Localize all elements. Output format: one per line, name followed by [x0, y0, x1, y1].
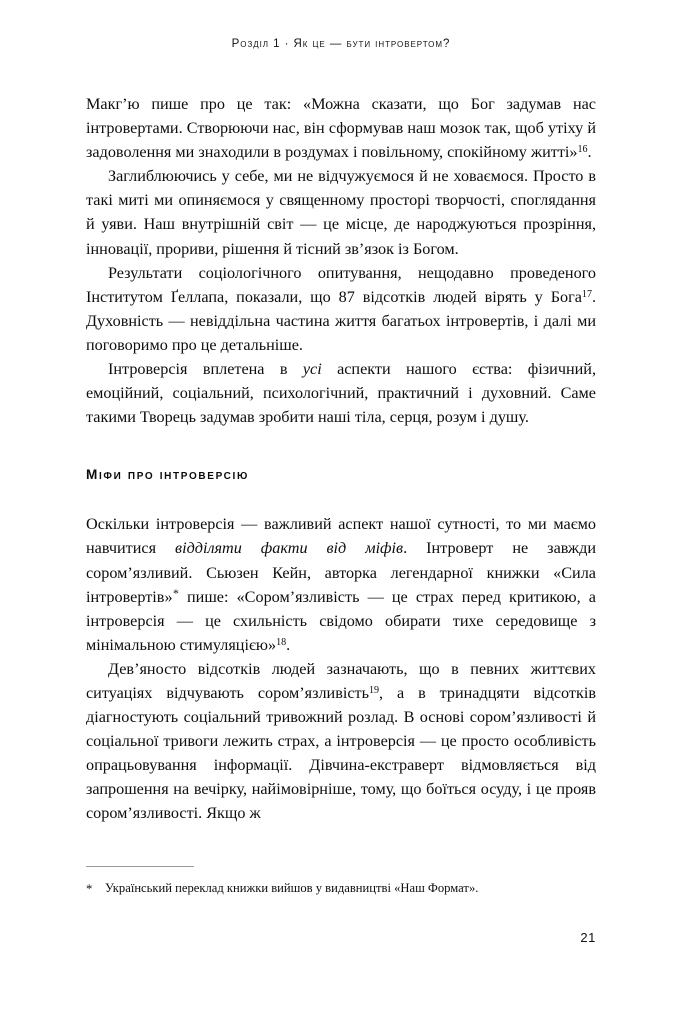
footnote-marker: * — [86, 882, 93, 896]
text-run: . Духовність — невіддільна частина життя багатьох інтровертів, і далі ми поговоримо про це детальніше. — [86, 287, 596, 354]
paragraph — [86, 512, 596, 657]
footnote-reference: 17 — [581, 288, 592, 300]
text-run: Макг’ю пише про це так: «Можна сказати, що Бог задумав нас інтровертами. Створюючи нас, він сформував наш мозок так, щоб утіху й задоволення ми знаходили в роздумах і повільному, спокійному житті» — [86, 95, 596, 162]
text-run: Оскільки інтроверсія — важливий аспект нашої сутності, то ми маємо навчитися — [86, 515, 596, 558]
emphasis-text: відділяти факти від міфів — [175, 539, 404, 558]
footnote-reference: 19 — [369, 684, 380, 696]
footnote-area — [86, 866, 596, 897]
text-run: Інтроверсія вплетена в — [108, 360, 303, 379]
text-run: аспекти нашого єства: фізичний, емоційний, соціальний, психологічний, практичний і духовний. Саме такими Творець задумав зробити наші тіла, серця, розум і душу. — [86, 360, 596, 427]
text-run: . Інтроверт не завжди сором’язливий. Сьюзен Кейн, авторка легендарної книжки «Сила інтровертів» — [86, 539, 597, 606]
text-run: . — [587, 143, 592, 162]
section-heading: Міфи про інтроверсію — [86, 467, 249, 483]
footnote-separator-rule — [86, 866, 194, 867]
page-number: 21 — [580, 930, 596, 945]
footnote-reference: 18 — [276, 636, 287, 648]
heading-spacer-above — [86, 429, 596, 467]
paragraph — [86, 357, 596, 429]
running-header: Розділ 1 · Як це — бути інтровертом? — [231, 38, 451, 50]
paragraph — [86, 92, 596, 164]
text-column — [86, 92, 596, 826]
heading-spacer-below — [86, 482, 596, 512]
text-run: Дев’яносто відсотків людей зазначають, що в певних життєвих ситуаціях відчувають сором’язливість — [86, 659, 596, 702]
text-run: Результати соціологічного опитування, нещодавно проведеного Інститутом Ґеллапа, показали, що 87 відсотків людей вірять у Бога — [86, 263, 596, 306]
footnote-row — [86, 880, 596, 897]
text-run: . — [286, 635, 291, 654]
footnote-text: Український переклад книжки вийшов у видавництві «Наш Формат». — [105, 881, 479, 895]
emphasis-text: усі — [302, 360, 322, 379]
footnote-reference-asterisk: * — [173, 586, 179, 600]
body-paragraph-group — [86, 92, 596, 429]
text-run: Заглиблюючись у себе, ми не відчужуємося й не ховаємося. Просто в такі миті ми опиняємося у священному просторі творчості, споглядання й уяви. Наш внутрішній світ — це місце, де народжуються прозріння, інновації, прориви, рішення й тісний зв’язок із Богом. — [86, 167, 596, 258]
footnote-reference: 16 — [577, 143, 588, 155]
text-run: , а в тринадцяти відсотків діагностують соціальний тривожний розлад. В основі сором’язливості й соціальної тривоги лежить страх, а інтроверсія — це просто особливість опрацьовування інформації. Дівчина-екстраверт відмовляється від запрошення на вечірку, найімовірніше, тому, що боїться осуду, і це прояв сором’язливості. Якщо ж — [86, 683, 596, 823]
paragraph — [86, 164, 596, 260]
paragraph — [86, 657, 596, 826]
section-paragraph-group — [86, 512, 596, 825]
paragraph — [86, 261, 596, 357]
text-run: пише: «Сором’язливість — це страх перед критикою, а інтроверсія — це схильність свідомо обирати тихе середовище з мінімальною стимуляцією» — [86, 587, 596, 654]
